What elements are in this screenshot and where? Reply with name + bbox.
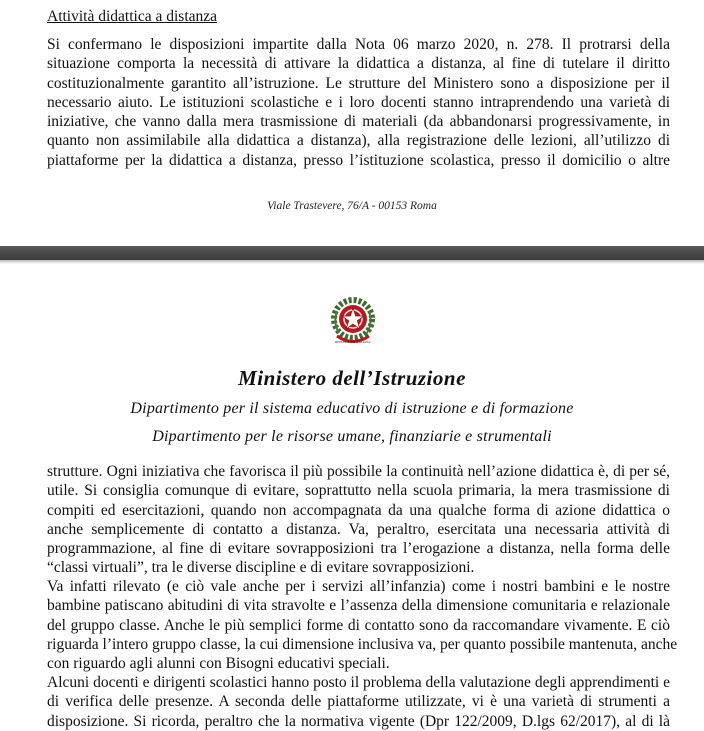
text-line: necessario aiuto. Le istituzioni scolastiche e i loro docenti stanno intraprendendo una varietà di xyxy=(47,93,670,111)
paragraph-2 xyxy=(47,577,678,673)
text-line: Alcuni docenti e dirigenti scolastici hanno posto il problema della valutazione degli apprendimenti e xyxy=(47,674,670,691)
top-page xyxy=(0,0,704,246)
paragraph-3 xyxy=(47,673,670,731)
text-line: situazione comporta la necessità di attivare la didattica a distanza, al fine di tutelare il diritto xyxy=(47,55,670,73)
text-line: anche semplicemente di contatto a distanza. Va, peraltro, esercitata una necessaria attività di xyxy=(47,520,670,538)
ministry-title: Ministero dell’Istruzione xyxy=(238,366,466,390)
text-line: utile. Si consiglia comunque di evitare, soprattutto nella scuola primaria, la mera trasmissione di xyxy=(47,482,670,500)
text-line: disposizione. Si ricorda, peraltro che la normativa vigente (Dpr 122/2009, D.lgs 62/2017), al di là xyxy=(47,712,670,730)
page-shadow xyxy=(0,260,704,264)
text-line: costituzionalmente garantito all’istruzione. Le strutture del Ministero sono a disposizione per il xyxy=(47,74,670,92)
text-line: piattaforme per la didattica a distanza, presso l’istituzione scolastica, presso il domicilio o altre xyxy=(47,151,670,169)
text-line: Va infatti rilevato (e ciò vale anche per i servizi all’infanzia) come i nostri bambini e le nostre xyxy=(47,578,670,595)
department-line: Dipartimento per le risorse umane, finanziarie e strumentali xyxy=(152,428,552,445)
text-line: del gruppo classe. Anche le più semplici forme di contatto sono da raccomandare vivamente. E ciò xyxy=(47,616,670,634)
text-line: bambine patiscano abitudini di vita stravolte e l’assenza della dimensione comunitaria e relazionale xyxy=(47,597,670,615)
department-line: Dipartimento per il sistema educativo di istruzione e di formazione xyxy=(130,400,574,417)
text-line: con riguardo agli alunni con Bisogni educativi speciali. xyxy=(47,655,390,673)
text-line: Si confermano le disposizioni impartite dalla Nota 06 marzo 2020, n. 278. Il protrarsi della xyxy=(47,36,670,53)
text-line: di verifica delle presenze. A seconda delle piattaforme utilizzate, vi è una varietà di strumenti a xyxy=(47,693,670,711)
emblem-motto: REPUBBLICA ITALIANA xyxy=(335,340,371,344)
text-line: “classi virtuali”, tra le diverse discipline e di evitare sovrapposizioni. xyxy=(47,559,475,577)
text-line: quanto non assimilabile alla didattica a distanza), alla registrazione delle lezioni, all’utilizzo di xyxy=(47,132,670,150)
paragraph-1 xyxy=(47,462,670,578)
text-line: programmazione, al fine di evitare sovrapposizioni tra l’erogazione a distanza, nella forma delle xyxy=(47,540,670,558)
section-heading: Attività didattica a distanza xyxy=(47,8,218,25)
text-line: riguarda l’intero gruppo classe, la cui dimensione inclusiva va, per quanto possibile mantenuta, anche xyxy=(47,635,678,653)
footer-address: Viale Trastevere, 76/A - 00153 Roma xyxy=(267,200,437,212)
text-line: strutture. Ogni iniziativa che favorisca il più possibile la continuità nell’azione didattica è, di per sé, xyxy=(47,463,670,480)
republic-emblem-icon xyxy=(329,289,377,361)
top-paragraph xyxy=(47,35,670,170)
text-line: iniziative, che vanno dalla mera trasmissione di materiali (da abbandonarsi progressivamente, in xyxy=(47,113,670,131)
page-separator xyxy=(0,246,704,260)
text-line: compiti ed esercitazioni, quando non accompagnata da una qualche forma di azione didattica o xyxy=(47,501,670,519)
